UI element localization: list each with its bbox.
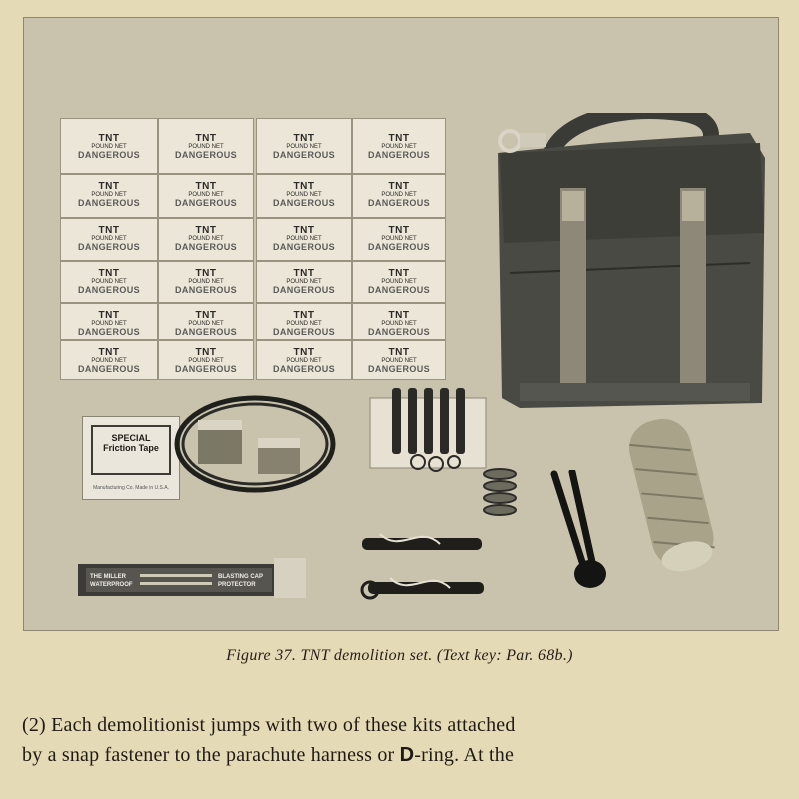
tnt-box-warning: DANGEROUS	[367, 198, 431, 208]
tnt-box-warning: DANGEROUS	[174, 150, 238, 160]
tnt-box	[256, 303, 352, 340]
tnt-box-brand: TNT	[293, 181, 315, 192]
tnt-box	[60, 340, 158, 380]
tnt-box-brand: TNT	[388, 225, 410, 236]
tnt-box-brand: TNT	[195, 268, 217, 279]
tnt-box-warning: DANGEROUS	[272, 364, 336, 374]
tnt-box-weight: POUND NET	[91, 358, 127, 364]
tnt-box-weight: POUND NET	[381, 236, 417, 242]
tnt-box-warning: DANGEROUS	[367, 285, 431, 295]
tape-label-frame	[91, 425, 171, 475]
caption-text-key: (Text key: Par. 68b.)	[436, 647, 573, 664]
tnt-box	[60, 118, 158, 174]
friction-tape-box	[82, 416, 180, 500]
tnt-box	[256, 174, 352, 218]
tnt-box-warning: DANGEROUS	[77, 364, 141, 374]
tnt-box-warning: DANGEROUS	[367, 242, 431, 252]
protector-label-right-2: PROTECTOR	[218, 582, 256, 588]
tnt-box	[352, 303, 446, 340]
tnt-box	[352, 118, 446, 174]
tnt-box	[60, 303, 158, 340]
tnt-box	[352, 218, 446, 261]
tnt-box-weight: POUND NET	[91, 321, 127, 327]
tnt-box-weight: POUND NET	[381, 358, 417, 364]
tnt-box-weight: POUND NET	[381, 321, 417, 327]
tnt-box-weight: POUND NET	[381, 279, 417, 285]
tnt-box-weight: POUND NET	[286, 144, 322, 150]
tnt-box	[256, 218, 352, 261]
tnt-box-weight: POUND NET	[188, 321, 224, 327]
tnt-box-brand: TNT	[98, 133, 120, 144]
tnt-box-brand: TNT	[195, 225, 217, 236]
figure-photo	[24, 18, 778, 630]
tnt-box-brand: TNT	[195, 181, 217, 192]
tnt-box-warning: DANGEROUS	[272, 242, 336, 252]
haversack-bag	[480, 113, 770, 413]
tnt-box-brand: TNT	[98, 268, 120, 279]
tnt-box	[158, 340, 254, 380]
tnt-box-warning: DANGEROUS	[77, 327, 141, 337]
tnt-box-brand: TNT	[98, 310, 120, 321]
protector-label-left-1: THE MILLER	[90, 574, 126, 580]
tnt-box-warning: DANGEROUS	[367, 364, 431, 374]
tnt-box-brand: TNT	[388, 310, 410, 321]
caption-title: TNT demolition set.	[300, 647, 433, 664]
tnt-box-weight: POUND NET	[91, 279, 127, 285]
tnt-box-warning: DANGEROUS	[367, 327, 431, 337]
tnt-box-weight: POUND NET	[188, 144, 224, 150]
body-line-2-bold-d: D	[399, 744, 415, 766]
tnt-box-warning: DANGEROUS	[367, 150, 431, 160]
tnt-box-weight: POUND NET	[91, 144, 127, 150]
tnt-box-brand: TNT	[195, 133, 217, 144]
body-paragraph	[22, 710, 782, 770]
tnt-box-brand: TNT	[293, 225, 315, 236]
tnt-box-weight: POUND NET	[188, 192, 224, 198]
body-line-2-end: -ring. At the	[414, 744, 515, 766]
tnt-box-weight: POUND NET	[286, 236, 322, 242]
tnt-box-brand: TNT	[388, 347, 410, 358]
tnt-box-warning: DANGEROUS	[174, 242, 238, 252]
tnt-box-weight: POUND NET	[286, 192, 322, 198]
body-line-2	[22, 740, 782, 770]
tnt-box-weight: POUND NET	[381, 192, 417, 198]
tnt-box-warning: DANGEROUS	[77, 150, 141, 160]
tnt-box-warning: DANGEROUS	[272, 198, 336, 208]
twine-roll	[622, 406, 722, 578]
tnt-box	[60, 218, 158, 261]
tnt-box-brand: TNT	[293, 133, 315, 144]
detonator-card	[366, 380, 496, 480]
caption-label: Figure 37.	[226, 647, 297, 664]
tnt-box-warning: DANGEROUS	[272, 285, 336, 295]
tnt-box-brand: TNT	[388, 268, 410, 279]
tnt-box	[158, 261, 254, 303]
tnt-box-weight: POUND NET	[286, 358, 322, 364]
body-line-2-start: by a snap fastener to the parachute harness or	[22, 744, 400, 766]
cap-crimper	[546, 470, 616, 594]
tnt-box	[352, 174, 446, 218]
fuse-coil	[170, 390, 340, 498]
tnt-box	[158, 118, 254, 174]
tnt-box-warning: DANGEROUS	[174, 327, 238, 337]
tnt-box-brand: TNT	[98, 181, 120, 192]
tnt-box-brand: TNT	[293, 268, 315, 279]
tnt-box-brand: TNT	[195, 347, 217, 358]
tnt-box-warning: DANGEROUS	[272, 150, 336, 160]
tnt-box-warning: DANGEROUS	[174, 198, 238, 208]
tnt-box-weight: POUND NET	[91, 236, 127, 242]
tnt-box-weight: POUND NET	[286, 321, 322, 327]
tnt-box-weight: POUND NET	[91, 192, 127, 198]
tnt-box-warning: DANGEROUS	[77, 198, 141, 208]
body-line-1: (2) Each demolitionist jumps with two of these kits attached	[22, 714, 516, 736]
tnt-box	[60, 261, 158, 303]
tnt-box-weight: POUND NET	[188, 279, 224, 285]
tnt-box-brand: TNT	[388, 133, 410, 144]
tnt-box-brand: TNT	[195, 310, 217, 321]
tnt-box	[352, 261, 446, 303]
tape-maker-text: Manufacturing Co. Made in U.S.A.	[93, 485, 169, 491]
tnt-box	[256, 118, 352, 174]
tnt-box-brand: TNT	[388, 181, 410, 192]
figure-caption	[0, 647, 799, 665]
tnt-box	[158, 174, 254, 218]
tnt-box	[158, 303, 254, 340]
tnt-box-brand: TNT	[98, 347, 120, 358]
blasting-cap-protector	[78, 558, 306, 602]
tape-label-line1: SPECIAL	[111, 433, 151, 443]
tnt-box	[256, 261, 352, 303]
tnt-box-warning: DANGEROUS	[77, 285, 141, 295]
tnt-box-warning: DANGEROUS	[174, 364, 238, 374]
tnt-box-warning: DANGEROUS	[77, 242, 141, 252]
tnt-box-weight: POUND NET	[381, 144, 417, 150]
tnt-box-weight: POUND NET	[188, 236, 224, 242]
tnt-box-weight: POUND NET	[188, 358, 224, 364]
tnt-box-weight: POUND NET	[286, 279, 322, 285]
tnt-box	[352, 340, 446, 380]
tnt-box	[158, 218, 254, 261]
tnt-box-brand: TNT	[98, 225, 120, 236]
tape-label-line2: Friction Tape	[103, 443, 159, 453]
tnt-box-brand: TNT	[293, 310, 315, 321]
tnt-box	[60, 174, 158, 218]
tnt-box	[256, 340, 352, 380]
spring-coil	[480, 466, 520, 522]
protector-label-right-1: BLASTING CAP	[218, 574, 263, 580]
protector-label-left-2: WATERPROOF	[90, 582, 133, 588]
tnt-box-brand: TNT	[293, 347, 315, 358]
tnt-box-warning: DANGEROUS	[174, 285, 238, 295]
tnt-box-warning: DANGEROUS	[272, 327, 336, 337]
fuse-lighters	[340, 524, 490, 610]
